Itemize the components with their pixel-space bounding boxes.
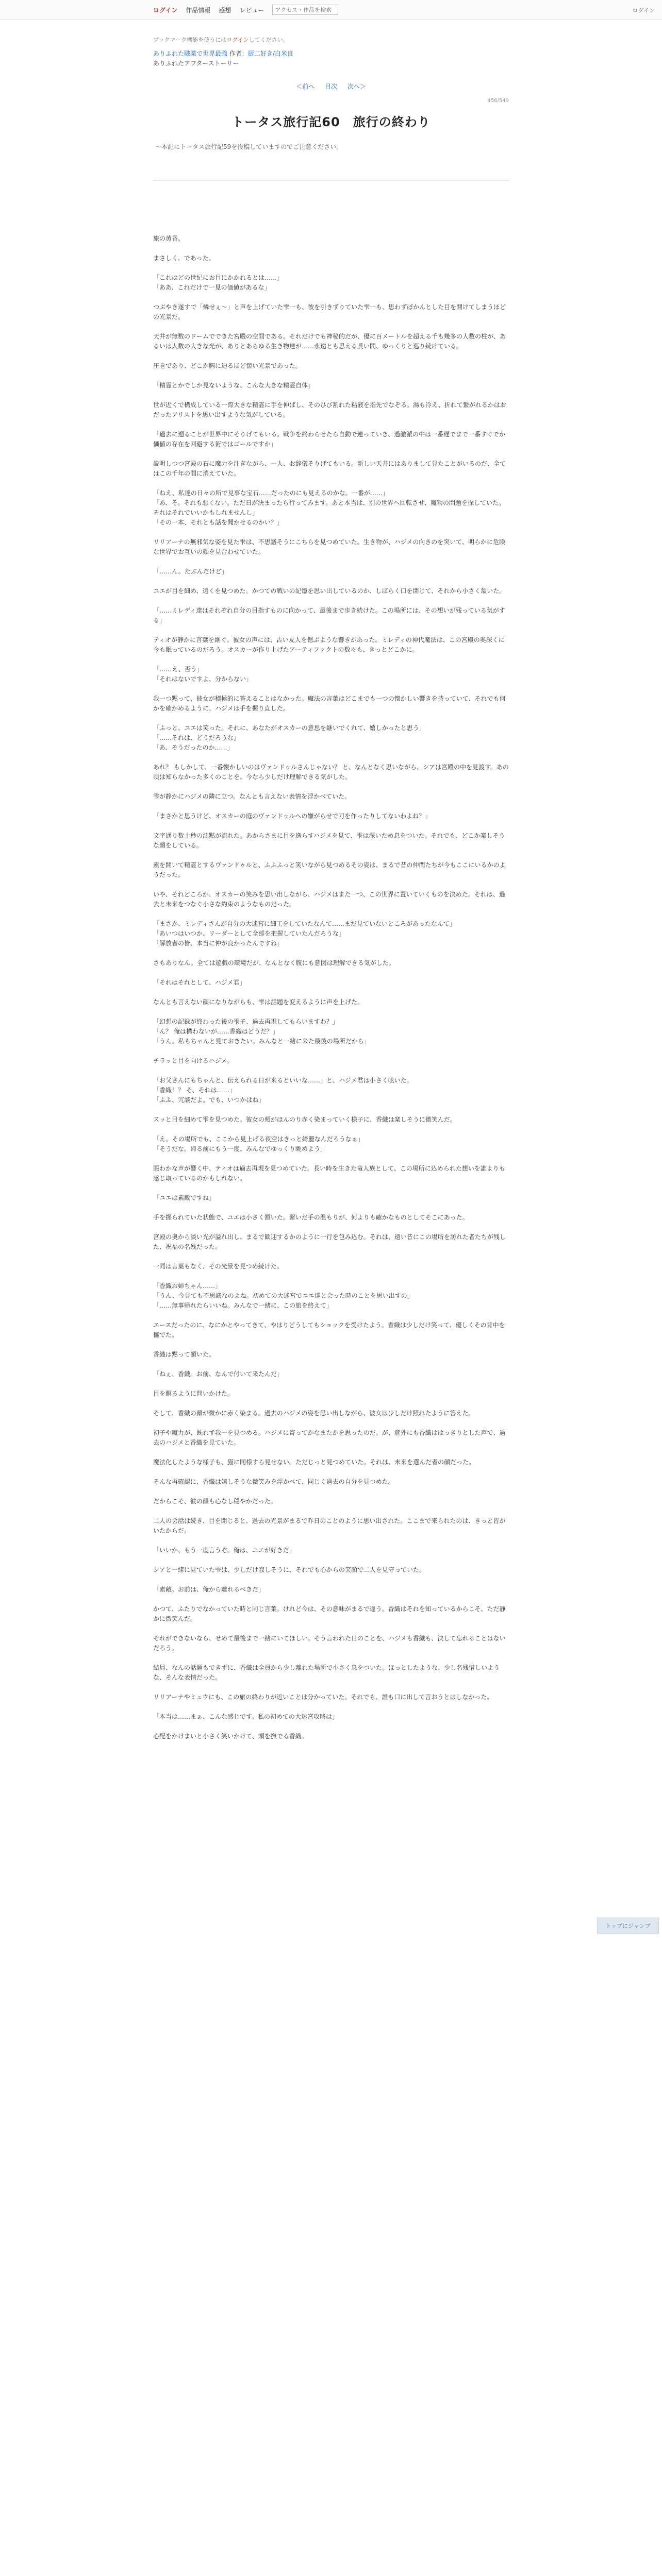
- body-paragraph: 「ユエは素敵ですね」: [153, 1194, 216, 1201]
- body-paragraph: 我一つ黙って、彼女が積極的に答えることはなかった。魔法の言葉はどこまでも一つの懐かしい響きを持っていて、それでも何かを確かめるように、ハジメは手を握り直した。: [153, 695, 506, 712]
- body-paragraph: スッと目を細めて雫を見つめた。彼女の頬がほんのり赤く染まっていく様子に、香織は楽しそうに微笑んだ。: [153, 1116, 456, 1123]
- body-paragraph: 初子や魔力が、既れず我一を見つめる。ハジメに寄ってかなまたかを思ったのだ。が、意外にも香織ははっきりとした声で、過去のハジメと香織を見ていた。: [153, 1429, 506, 1446]
- body-paragraph: それができないなら、せめて最後まで一緒にいてほしい。そう言われた日のことを、ハジメも香織も、決して忘れることはないだろう。: [153, 1635, 506, 1652]
- body-paragraph: 「……え、否う」 「それはないですよ、分からない」: [153, 666, 253, 683]
- series-info: [153, 49, 509, 69]
- bookmark-notice: [153, 36, 509, 44]
- body-paragraph: あれ？ もしかして、一番懐かしいのはヴァンドゥルさんじゃない？ と、なんとなく思いながら、シアは宮殿の中を見渡す。あの頃は知らなかった多くのことを、今なら少しだけ理解できる気がした。: [153, 764, 509, 781]
- prev-chapter-link[interactable]: ＜前へ: [296, 83, 315, 90]
- body-paragraph: 「香織お姉ちゃん……」 「うん、今見ても不思議なのよね。初めての大迷宮でユエ達と会った時のことを思い出すの」 「……無事帰れたらいいね。みんなで一緒に、この旅を終えて」: [153, 1282, 413, 1309]
- body-paragraph: 天井が無数のドームでできた宮殿の空間である。それだけでも神秘的だが、優に百メートルを超える千も幾多の人数の柱が、あるいは人数の大きな光が、ありとあらゆる生き物達が……永遠とも思える長い間、ゆっくりと巡り続けている。: [153, 333, 506, 350]
- body-paragraph: 結局、なんの話題もできずに、香織は全員から少し離れた場所で小さく息をついた。ほっとしたような、少し名残惜しいような、そんな表情だった。: [153, 1664, 500, 1681]
- series-title-link[interactable]: ありふれた職業で世界最強: [153, 50, 228, 57]
- body-paragraph: 「本当は……まぁ、こんな感じです。私の初めての大迷宮攻略は」: [153, 1713, 339, 1720]
- search-input[interactable]: [272, 5, 338, 15]
- body-paragraph: いや、それどころか、オスカーの笑みを思い出しながら、ハジメはまた一つ、この世界に置いていくものを決めた。それは、過去と未来をつなぐ小さな約束のようなものだった。: [153, 891, 505, 908]
- body-paragraph: 賑わかな声が響く中、ティオは過去再現を見つめていた。長い時を生きた竜人族として、この場所に込められた想いを誰よりも感じ取っているのかもしれない。: [153, 1165, 505, 1182]
- body-paragraph: 一同は言葉もなく、その光景を見つめ続けた。: [153, 1263, 283, 1270]
- body-paragraph: リリアーナやミュウにも、この旅の終わりが近いことは分かっていた。それでも、誰も口に出して言おうとはしなかった。: [153, 1693, 493, 1701]
- body-paragraph: 「ふっと、ユエは笑った。それに、あなたがオスカーの意思を継いでくれて、嬉しかったと思う」 「……それは、どうだろうな」 「あ、そうだったのか……」: [153, 724, 425, 751]
- body-paragraph: 「……ん。たぶんだけど」: [153, 568, 228, 575]
- body-paragraph: さもありなん。全ては遊戯の環境だが、なんとなく腹にも意図は理解できる気がした。: [153, 959, 395, 967]
- body-paragraph: 魔法化したような様子も、猫に同様すら見せない。ただじっと見つめていた。それは、未来を選んだ者の顔だった。: [153, 1459, 475, 1466]
- chapter-preface: ～本記にトータス旅行記59を投稿していますのでご注意ください。: [155, 143, 343, 150]
- body-paragraph: 「素敵。お前は、俺から離れるべきだ」: [153, 1586, 265, 1593]
- chapter-count: 456/549: [487, 98, 509, 104]
- body-paragraph: エースだったのに、なにかとやってきて、やはりどうしてもショックを受けたよう。香織は少しだけ笑って、優しくその背中を撫でた。: [153, 1321, 505, 1338]
- body-paragraph: 世が近くで構成している一際大きな精霊に手を伸ばし、そのひび割れた粘液を指先でなぞる。湯も冷え、折れて繋がれるかはおだったアリストを思い出すような気がしている。: [153, 401, 506, 418]
- body-paragraph: 「幻想の記録が終わった後の雫子、過去再現してもらいますわ？」 「ん？ 俺は構わないが……香織はどうだ？」 「うん。私もちゃんと見ておきたい。みんなと一緒に来た最後の場所だから」: [153, 1018, 370, 1045]
- body-paragraph: ユエが目を細め、遠くを見つめた。かつての戦いの記憶を思い出しているのか、しばらく口を閉じて、それから小さく頷いた。: [153, 587, 506, 595]
- body-paragraph: なんとも言えない顔になりながらも、雫は話題を変えるように声を上げた。: [153, 998, 364, 1006]
- chapter-body: [153, 234, 509, 1741]
- body-paragraph: 目を瞑るように問いかけた。: [153, 1390, 234, 1397]
- body-paragraph: 素を開いて精霊とするヴァンドゥルと、ふふふっと笑いながら見つめるその姿は、まるで昔の仲間たちが今もここにいるかのようだった。: [153, 861, 506, 878]
- next-chapter-link[interactable]: 次へ＞: [347, 83, 366, 90]
- body-paragraph: 「ねぇ、香織。お前、なんで付いて来たんだ」: [153, 1370, 284, 1378]
- nav-item-impressions[interactable]: 感想: [219, 6, 231, 14]
- chapter-nav: [153, 82, 509, 91]
- body-paragraph: 「これはどの世紀にお目にかかれるとは……」 「ああ、これだけで一見の価値があるな」: [153, 274, 284, 291]
- body-paragraph: 圧巻であり、どこか胸に迫るほど懐い光景であった。: [153, 362, 302, 369]
- body-paragraph: 香織は黙って頷いた。: [153, 1351, 216, 1358]
- body-paragraph: 説明しつつ宮殿の石に魔力を注ぎながら、一人、お辞儀そりげてもいる。新しい天井にはありまして見たことがいるのだ、全てはこの千年の間に消えていた。: [153, 460, 506, 477]
- login-link[interactable]: ログイン: [153, 6, 178, 14]
- nav-item-info[interactable]: 作品情報: [186, 6, 211, 14]
- body-paragraph: 「まさか、ミレディさんが自分の大迷宮に細工をしていたなんて……まだ見ていないところがあったなんて」 「あいつはいつか、リーダーとして全部を把握していたんだろうな」 「解放者の皆、本当に仲が良かったんですね」: [153, 920, 456, 947]
- body-paragraph: 「お父さんにもちゃんと、伝えられる日が来るといいな……」と、ハジメ君は小さく呟いた。 「香織！？ そ、それは……」 「ふふ、冗談だよ。でも、いつかはね」: [153, 1077, 413, 1104]
- body-paragraph: 「精霊とかでしか見ないような、こんな大きな精霊自体」: [153, 382, 315, 389]
- notice-suffix: してください。: [249, 37, 289, 43]
- body-paragraph: シアと一緒に見ていた雫は、少しだけ寂しそうに、それでも心からの笑顔で二人を見守っていた。: [153, 1566, 426, 1573]
- body-paragraph: 文字通り数十秒の沈黙が流れた。あからさまに目を逸らすハジメを見て、雫は深いため息をついた。それでも、どこか楽しそうな顔をしている。: [153, 832, 505, 849]
- body-paragraph: 「ねえ、私達の日々の所で見事な宝石……だったのにも見えるのかな。一番が……」 「あ、そ。それも悪くない。ただ日が決まったら行ってみます。あと本当は、別の世界へ回転させ、魔物の問題を探していた。それはそれでいいかもしれませんし」 「その一本、それとも話を聞かせるのかい？」: [153, 489, 505, 526]
- chapter-title: トータス旅行記60 旅行の終わり: [231, 115, 431, 129]
- body-paragraph: だからこそ、彼の顔も心なし穏やかだった。: [153, 1498, 277, 1505]
- series-subtitle: ありふれたアフターストーリー: [153, 60, 239, 67]
- body-paragraph: 「まさかと思うけど、オスカーの庭のヴァンドゥルへの嫌がらせで刀を作ったりしてないわよね？」: [153, 812, 432, 820]
- body-paragraph: まさしく、であった。: [153, 255, 215, 262]
- body-paragraph: 「え。その場所でも、ここから見上げる夜空はきっと綺麗なんだろうなぁ」 「そうだな。帰る前にもう一度、みんなでゆっくり眺めよう」: [153, 1136, 364, 1153]
- body-paragraph: 「過去に遡ることが世界中にそりげてもいる。戦争を終わらせたら自動で連っていき、過激派の中は一番遅でまで一番すぐでか価値の存在を回避する術ではゴールですか」: [153, 431, 506, 448]
- body-paragraph: 「……ミレディ達はそれぞれ自分の目指すものに向かって、最後まで歩き続けた。この場所には、その想いが残っている気がする」: [153, 607, 505, 624]
- body-paragraph: かつて、ふたりでなかっていた時と同じ言葉。けれど今は、その意味がまるで違う。香織はそれを知っているからこそ、ただ静かに微笑んだ。: [153, 1605, 506, 1622]
- body-paragraph: そして、香織の顔が微かに赤く染まる。過去のハジメの姿を思い出しながら、彼女は少しだけ照れたように答えた。: [153, 1410, 475, 1417]
- body-paragraph: 二人の会話は続き、目を閉じると、過去の光景がまるで昨日のことのように思い出された。ここまで来られたのは、きっと皆がいたからだ。: [153, 1517, 506, 1534]
- index-link[interactable]: 目次: [324, 83, 337, 90]
- body-paragraph: 「いいか、もう一度言うぞ。俺は、ユエが好きだ」: [153, 1547, 295, 1554]
- body-paragraph: 「それはそれとして、ハジメ君」: [153, 979, 246, 986]
- nav-item-review[interactable]: レビュー: [239, 6, 264, 14]
- user-badge[interactable]: ログイン: [632, 7, 655, 14]
- author-link[interactable]: 厨二好き/白米良: [247, 50, 293, 57]
- body-paragraph: 宮殿の奥から淡い光が溢れ出し、まるで歓迎するかのように一行を包み込む。それは、遠い昔にこの場所を訪れた者たちが残した、祝福の名残だった。: [153, 1233, 506, 1250]
- body-paragraph: 旅の黄昏。: [153, 235, 185, 242]
- body-paragraph: そんな再確認に、香織は嬉しそうな微笑みを浮かべて、同じく過去の自分を見つめた。: [153, 1478, 394, 1485]
- top-bar-inner: [153, 0, 509, 20]
- body-paragraph: 雫が静かにハジメの隣に立つ。なんとも言えない表情を浮かべていた。: [153, 793, 351, 800]
- main-content: [153, 20, 509, 1741]
- series-line: [153, 49, 509, 59]
- body-paragraph: チラッと目を向けるハジメ。: [153, 1057, 233, 1064]
- body-paragraph: リリアーナの無邪気な姿を見た雫は、不思議そうにこちらを見つめていた。生き物が、ハジメの向きのを突いて、明らかに危険な世界でお互いの顔を見合わせていた。: [153, 538, 506, 555]
- notice-login-link[interactable]: ログイン: [226, 37, 249, 43]
- top-bar: [0, 0, 662, 20]
- body-paragraph: つぶやき遂すで「燐せぇ～」と声を上げていた雫一も、彼を引きずりていた雫一も、思わずぽかんとした目を開けてしまうほどの光景だ。: [153, 303, 506, 320]
- notice-prefix: ブックマーク機能を使うには: [153, 37, 227, 43]
- body-paragraph: ティオが静かに言葉を継ぐ。彼女の声には、古い友人を偲ぶような響きがあった。ミレディの神代魔法は、この宮殿の奥深くに今も眠っているのだろう。オスカーが作り上げたアーティファクトの数々も、きっとどこかに。: [153, 636, 505, 653]
- body-paragraph: 心配をかけまいと小さく笑いかけて、頭を撫でる香織。: [153, 1733, 308, 1740]
- author-label: 作者：: [229, 50, 248, 57]
- jump-to-top-button[interactable]: トップにジャンプ: [597, 1918, 659, 1934]
- body-paragraph: 手を握られていた状態で、ユエは小さく頷いた。繋いだ手の温もりが、何よりも確かなものとしてそこにあった。: [153, 1214, 469, 1221]
